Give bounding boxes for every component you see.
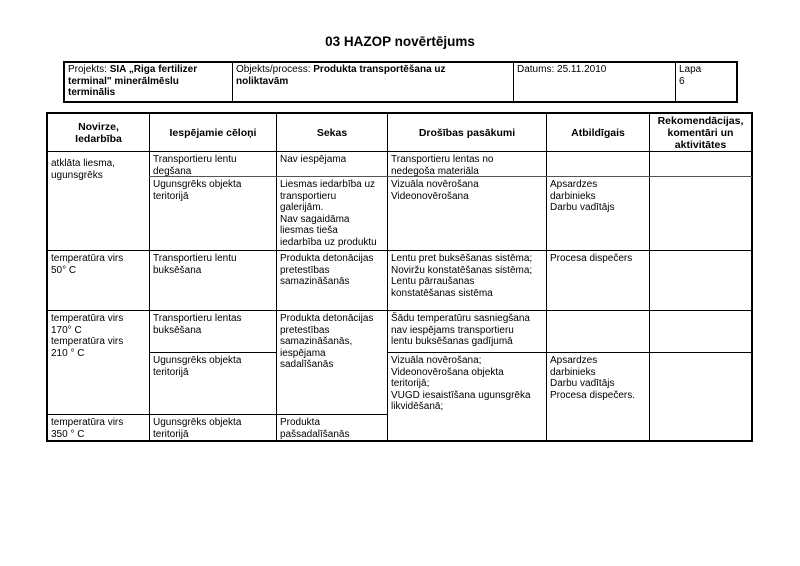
- cell-line: iedarbība uz produktu: [280, 236, 377, 248]
- cell-line: temperatūra virs: [51, 417, 124, 428]
- header-text: Iespējamie cēloņi: [169, 126, 257, 139]
- header-text: komentāri un: [667, 126, 734, 139]
- cell-line: Ugunsgrēks objekta: [153, 179, 242, 190]
- cell-line: degšana: [153, 165, 192, 176]
- deviation-cell: [48, 311, 149, 414]
- cause-cell: [150, 353, 276, 414]
- cell-line: Lentu pret buksēšanas sistēma;: [391, 253, 533, 264]
- header-text: Novirze,: [78, 120, 119, 133]
- header-recommendations: [650, 114, 751, 151]
- header-text: Atbildīgais: [571, 126, 625, 139]
- cell-line: pretestības: [280, 264, 330, 276]
- divider: [46, 440, 753, 442]
- safety-cell: [388, 311, 546, 352]
- cell-line: samazināšanās: [280, 276, 350, 287]
- page-title: 03 HAZOP novērtējums: [325, 34, 475, 49]
- cell-line: Videonovērošana objekta: [391, 366, 504, 378]
- object-value-line: noliktavām: [236, 75, 289, 87]
- responsible-cell: [547, 251, 649, 310]
- object-cell: [233, 62, 513, 102]
- cell-line: Ugunsgrēks objekta: [153, 355, 242, 366]
- cell-line: atklāta liesma,: [51, 158, 115, 169]
- cell-line: Nav sagaidāma: [280, 213, 350, 225]
- divider: [736, 61, 738, 103]
- divider: [649, 112, 650, 442]
- cell-line: teritorijā: [153, 366, 189, 378]
- consequence-cell: [277, 177, 387, 250]
- header-text: Drošības pasākumi: [418, 126, 516, 139]
- cell-line: Noviržu konstatēšanas sistēma;: [391, 264, 533, 276]
- safety-cell: [388, 353, 546, 440]
- cell-line: transportieru: [280, 190, 337, 202]
- header-causes: [150, 114, 276, 151]
- cell-line: nav iespējams transportieru: [391, 324, 514, 336]
- cell-line: teritorijā: [153, 190, 189, 202]
- project-value-line: terminālis: [68, 87, 116, 98]
- page-number: 6: [679, 75, 685, 87]
- cell-line: likvidēšanā;: [391, 401, 444, 412]
- consequence-cell: [277, 152, 387, 176]
- cause-cell: [150, 177, 276, 250]
- safety-cell: [388, 177, 546, 250]
- cell-line: Transportieru lentas no: [391, 154, 494, 165]
- cell-line: iespējama: [280, 347, 326, 359]
- cell-line: nedegoša materiāla: [391, 165, 479, 176]
- cell-line: Lentu pārraušanas: [391, 276, 475, 287]
- deviation-cell: [48, 251, 149, 310]
- cell-line: Darbu vadītājs: [550, 378, 615, 389]
- cell-line: Nav iespējama: [280, 154, 347, 165]
- cell-line: Transportieru lentas: [153, 313, 242, 324]
- consequence-cell: [277, 251, 387, 310]
- cell-line: Apsardzes: [550, 179, 598, 190]
- cell-line: buksēšana: [153, 264, 202, 276]
- safety-cell: [388, 251, 546, 310]
- cell-line: Apsardzes: [550, 355, 598, 366]
- page-label: Lapa: [679, 64, 702, 75]
- deviation-cell: [48, 156, 149, 250]
- cell-line: Transportieru lentu: [153, 253, 237, 264]
- cell-line: lentu buksēšanas gadījumā: [391, 336, 513, 347]
- project-label: Projekts:: [68, 64, 110, 75]
- cell-line: sadalīšanās: [280, 359, 334, 370]
- divider: [751, 112, 753, 442]
- cell-line: pašsadalīšanās: [280, 428, 350, 440]
- cell-line: Procesa dispečers.: [550, 389, 636, 401]
- cell-line: buksēšana: [153, 324, 202, 336]
- deviation-cell: [48, 415, 149, 440]
- cell-line: Transportieru lentu: [153, 154, 237, 165]
- date-cell: [514, 62, 675, 102]
- cell-line: galerijām.: [280, 202, 324, 213]
- cell-line: 350 ° C: [51, 428, 85, 440]
- responsible-cell: [547, 177, 649, 250]
- project-cell: [65, 62, 232, 102]
- header-text: Sekas: [316, 126, 348, 139]
- date-label: Datums: 25.11.2010: [517, 64, 607, 75]
- cell-line: samazināšanās,: [280, 336, 353, 347]
- cell-line: pretestības: [280, 324, 330, 336]
- cause-cell: [150, 152, 276, 176]
- header-responsible: [547, 114, 649, 151]
- cell-line: 210 ° C: [51, 347, 85, 359]
- cell-line: Liesmas iedarbība uz: [280, 179, 376, 190]
- cell-line: teritorijā: [153, 428, 189, 440]
- cell-line: konstatēšanas sistēma: [391, 287, 493, 299]
- cell-line: Vizuāla novērošana: [391, 179, 479, 190]
- object-value-line: Produkta transportēšana uz: [313, 64, 446, 75]
- cell-line: ugunsgrēks: [51, 169, 103, 181]
- header-deviation: [48, 114, 149, 151]
- safety-cell: [388, 152, 546, 176]
- header-consequences: [277, 114, 387, 151]
- cell-line: VUGD iesaistīšana ugunsgrēka: [391, 389, 531, 401]
- responsible-cell: [547, 353, 649, 440]
- cell-line: 50° C: [51, 264, 77, 276]
- header-text: Rekomendācijas,: [657, 114, 744, 127]
- cell-line: Darbu vadītājs: [550, 202, 615, 213]
- page-cell: [676, 62, 736, 102]
- cell-line: liesmas tieša: [280, 225, 338, 236]
- header-text: Iedarbība: [75, 132, 122, 145]
- cell-line: Produkta detonācijas: [280, 313, 374, 324]
- consequence-cell: [277, 415, 387, 440]
- cell-line: temperatūra virs: [51, 253, 124, 264]
- cell-line: darbinieks: [550, 190, 596, 202]
- cell-line: temperatūra virs: [51, 336, 124, 347]
- cause-cell: [150, 415, 276, 440]
- cause-cell: [150, 311, 276, 352]
- cell-line: Produkta detonācijas: [280, 253, 374, 264]
- consequence-cell: [277, 311, 387, 414]
- cell-line: teritorijā;: [391, 378, 430, 389]
- cell-line: Vizuāla novērošana;: [391, 355, 482, 366]
- cell-line: Šādu temperatūru sasniegšana: [391, 313, 530, 324]
- project-value-line: terminal" minerālmēslu: [68, 75, 179, 87]
- cell-line: temperatūra virs: [51, 313, 124, 324]
- cell-line: Produkta: [280, 417, 321, 428]
- header-safety: [388, 114, 546, 151]
- header-text: aktivitātes: [674, 138, 727, 151]
- cell-line: 170° C: [51, 324, 82, 336]
- cell-line: Procesa dispečers: [550, 253, 633, 264]
- cell-line: Ugunsgrēks objekta: [153, 417, 242, 428]
- object-label: Objekts/process:: [236, 64, 314, 75]
- cell-line: Videonovērošana: [391, 190, 469, 202]
- cause-cell: [150, 251, 276, 310]
- cell-line: darbinieks: [550, 366, 596, 378]
- project-value-line: SIA „Riga fertilizer: [109, 64, 198, 75]
